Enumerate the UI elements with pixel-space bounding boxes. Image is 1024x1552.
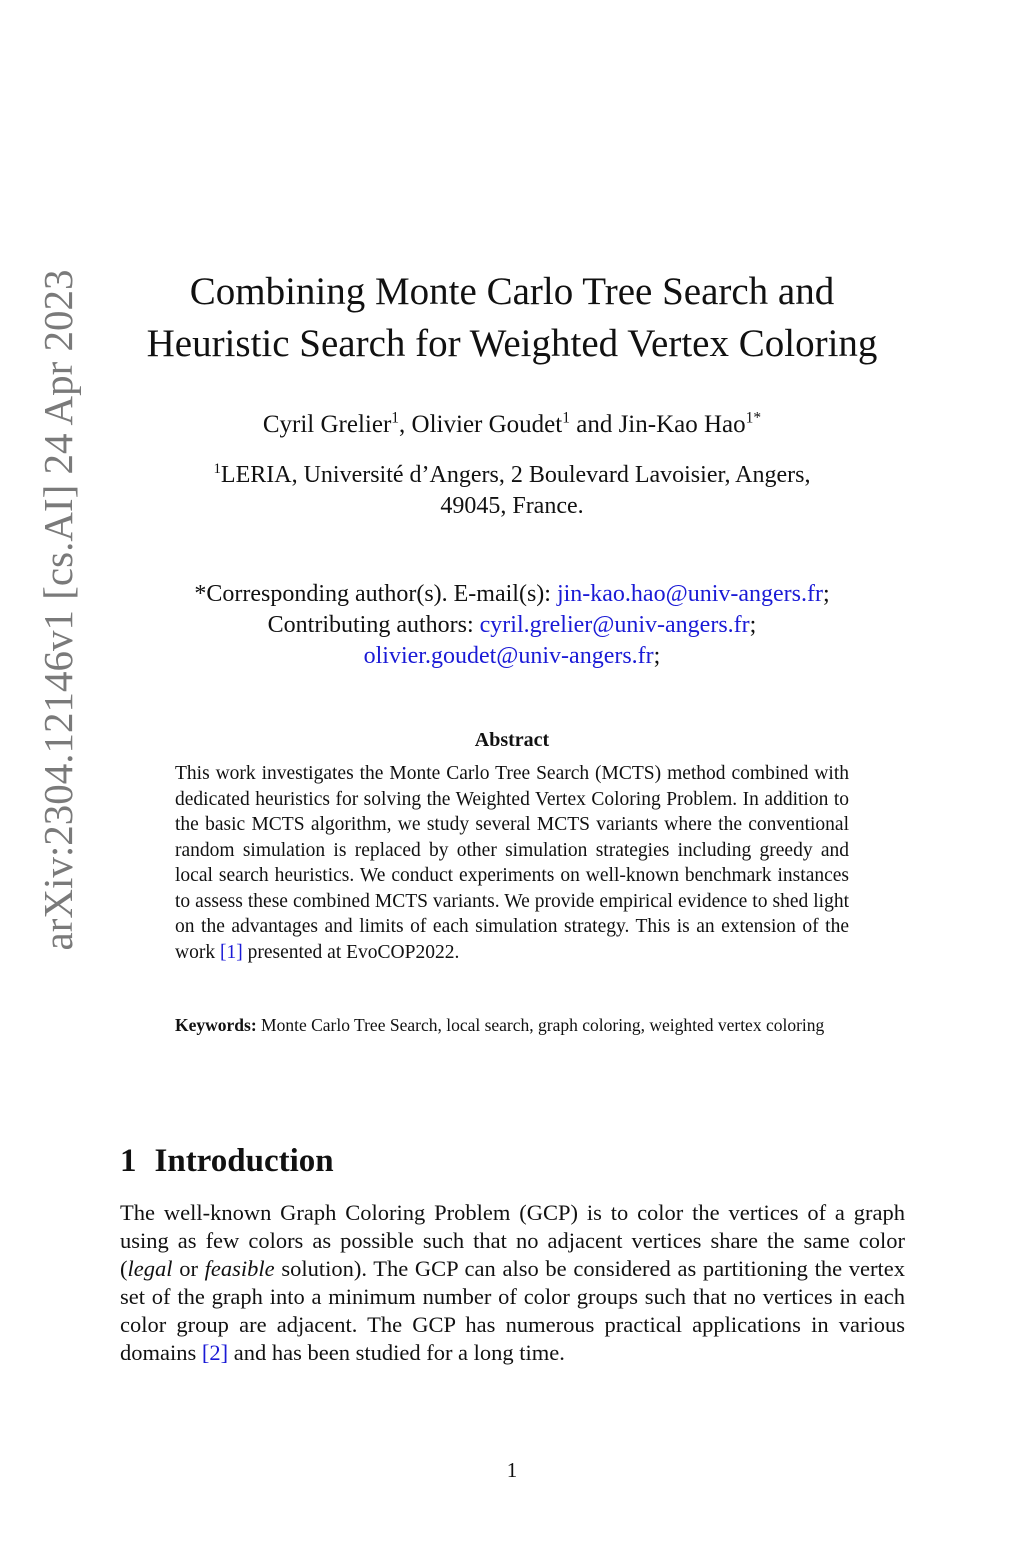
affiliation-line-2: 49045, France. bbox=[440, 493, 584, 519]
citation-link[interactable]: [1] bbox=[219, 941, 243, 963]
contributing-line-2 bbox=[112, 641, 912, 672]
keywords bbox=[175, 1014, 849, 1036]
section-number: 1 bbox=[120, 1143, 137, 1179]
contact-block bbox=[112, 579, 912, 672]
abstract-text bbox=[175, 761, 849, 965]
author-affiliation-mark: 1 bbox=[562, 409, 570, 427]
author-separator: , bbox=[399, 411, 412, 438]
affiliation bbox=[112, 460, 912, 522]
arxiv-identifier-stamp: arXiv:2304.12146v1 [cs.AI] 24 Apr 2023 bbox=[35, 269, 81, 951]
page-number: 1 bbox=[506, 1458, 518, 1482]
corresponding-email-link[interactable]: jin-kao.hao@univ-angers.fr bbox=[556, 581, 823, 607]
email-separator: ; bbox=[749, 612, 757, 638]
keywords-label: Keywords: bbox=[175, 1015, 257, 1035]
author-affiliation-mark: 1* bbox=[745, 409, 762, 427]
title-line-2: Heuristic Search for Weighted Vertex Coloring bbox=[146, 322, 878, 365]
introduction-paragraph bbox=[120, 1199, 905, 1367]
contributing-label: Contributing authors: bbox=[267, 612, 480, 638]
intro-text-part: solution). The GCP can also be considered as partitioning the vertex set of the graph into a minimum number of color groups such that no vertices in each color group are adjacent. The GCP has numerous practical applications in various domains bbox=[120, 1256, 905, 1365]
author-affiliation-mark: 1 bbox=[391, 409, 400, 427]
intro-text-part: or bbox=[172, 1256, 205, 1281]
intro-italic-term: feasible bbox=[204, 1256, 275, 1281]
author-separator: and bbox=[569, 411, 619, 438]
contributing-line bbox=[112, 610, 912, 641]
affiliation-text-1: LERIA, Université d’Angers, 2 Boulevard Lavoisier, Angers, bbox=[220, 462, 811, 488]
abstract-text-part: presented at EvoCOP2022. bbox=[242, 941, 460, 963]
affiliation-mark: 1 bbox=[213, 460, 221, 477]
author-name: Olivier Goudet bbox=[411, 411, 563, 438]
email-separator: ; bbox=[822, 581, 830, 607]
author-name: Jin-Kao Hao bbox=[618, 411, 746, 438]
section-heading bbox=[120, 1140, 334, 1182]
corresponding-line bbox=[112, 579, 912, 610]
abstract-heading: Abstract bbox=[474, 729, 550, 751]
author-list bbox=[112, 408, 912, 442]
intro-italic-term: legal bbox=[127, 1256, 173, 1281]
author-name: Cyril Grelier bbox=[262, 411, 392, 438]
section-title: Introduction bbox=[154, 1143, 334, 1179]
email-separator: ; bbox=[653, 643, 661, 669]
corresponding-label: *Corresponding author(s). E-mail(s): bbox=[194, 581, 557, 607]
abstract-text-part: This work investigates the Monte Carlo Tree Search (MCTS) method combined with dedicated heuristics for solving the Weighted Vertex Coloring Problem. In addition to the basic MCTS algorithm, we study several MCTS variants where the conventional random simulation is replaced by other simulation strategies including greedy and local search heuristics. We conduct experiments on well-known benchmark instances to assess these combined MCTS variants. We provide empirical evidence to shed light on the advantages and limits of each simulation strategy. This is an extension of the work bbox=[175, 763, 849, 963]
affiliation-line-1 bbox=[112, 460, 912, 491]
title-line-1: Combining Monte Carlo Tree Search and bbox=[189, 270, 835, 313]
intro-text-part: and has been studied for a long time. bbox=[228, 1340, 565, 1365]
paper-title bbox=[112, 266, 912, 370]
contributing-email-link[interactable]: olivier.goudet@univ-angers.fr bbox=[363, 643, 654, 669]
citation-link[interactable]: [2] bbox=[201, 1340, 229, 1365]
intro-text-part: The well-known Graph Coloring Problem (GCP) is to color the vertices of a graph using as few colors as possible such that no adjacent vertices share the same color ( bbox=[120, 1200, 905, 1281]
contributing-email-link[interactable]: cyril.grelier@univ-angers.fr bbox=[479, 612, 750, 638]
keywords-text: Monte Carlo Tree Search, local search, graph coloring, weighted vertex coloring bbox=[256, 1015, 825, 1035]
